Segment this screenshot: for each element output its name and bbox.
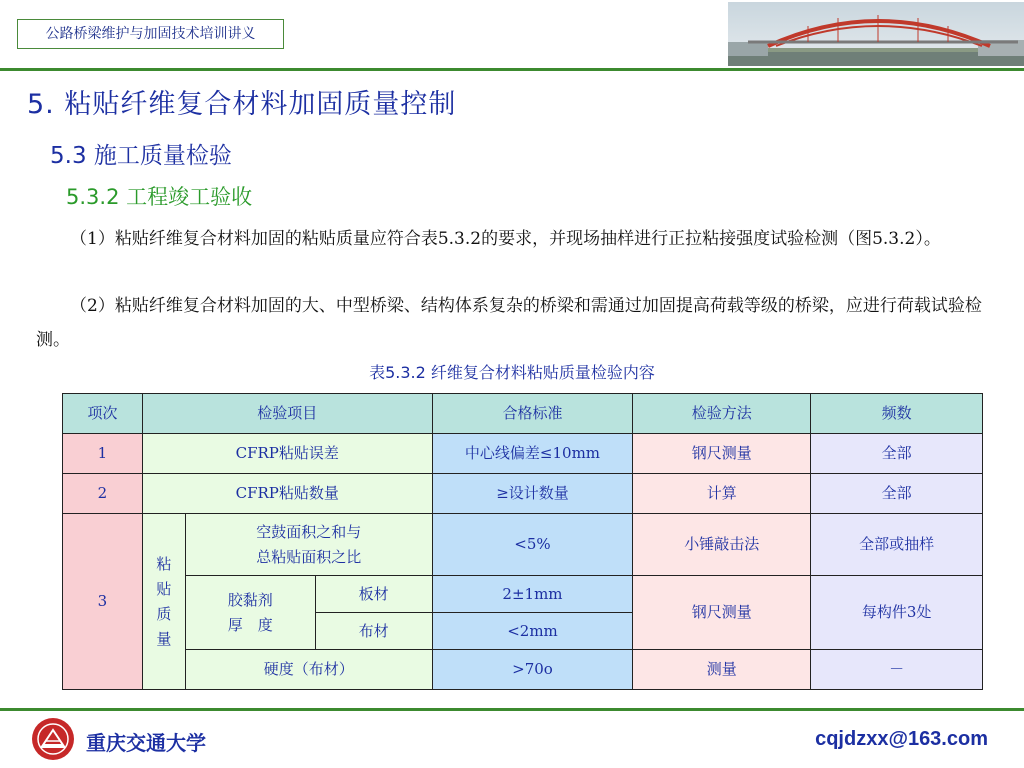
group-label-char: 质 (156, 604, 172, 623)
table-row (63, 514, 983, 576)
table-cell: － (811, 650, 983, 690)
table-cell: 每构件3处 (811, 576, 983, 650)
table-cell: 计算 (633, 474, 811, 514)
quality-inspection-table (62, 393, 983, 690)
bridge-photo (728, 2, 1024, 66)
university-logo-icon (31, 717, 75, 761)
table-cell: 硬度（布材） (185, 650, 432, 690)
section-heading: 5. 粘贴纤维复合材料加固质量控制 (27, 89, 457, 120)
table-cell: CFRP粘贴数量 (142, 474, 432, 514)
table-cell: 2 (63, 474, 143, 514)
group-label-char: 量 (156, 629, 172, 648)
group-label-cell (142, 514, 185, 690)
paragraph-2: （2）粘贴纤维复合材料加固的大、中型桥梁、结构体系复杂的桥梁和需通过加固提高荷载等级的桥梁，应进行荷载试验检测。 (36, 296, 982, 350)
table-cell (185, 576, 315, 650)
table-cell: 小锤敲击法 (633, 514, 811, 576)
header-cell: 频数 (811, 394, 983, 434)
table-cell: ≥设计数量 (432, 474, 633, 514)
table-header-row (63, 394, 983, 434)
cell-line: 总粘贴面积之比 (256, 547, 362, 566)
table-cell: >70o (432, 650, 633, 690)
table-caption: 表5.3.2 纤维复合材料粘贴质量检验内容 (369, 363, 655, 382)
table-row (63, 474, 983, 514)
table-row (63, 650, 983, 690)
footer-divider (0, 708, 1024, 711)
header-cell: 检验项目 (142, 394, 432, 434)
cell-line: 空鼓面积之和与 (256, 522, 362, 541)
table-cell: 全部或抽样 (811, 514, 983, 576)
table-cell: 全部 (811, 434, 983, 474)
header-cell: 检验方法 (633, 394, 811, 434)
table-cell: 布材 (315, 613, 432, 650)
table-cell: <5% (432, 514, 633, 576)
table-cell: 2±1mm (432, 576, 633, 613)
table-row (63, 576, 983, 613)
contact-email: cqjdzxx@163.com (815, 728, 988, 750)
subsubsection-heading: 5.3.2 工程竣工验收 (66, 185, 253, 209)
header-divider (0, 68, 1024, 71)
table-cell: 测量 (633, 650, 811, 690)
group-label-char: 粘 (156, 554, 172, 573)
university-name: 重庆交通大学 (86, 731, 206, 755)
table-cell: 钢尺测量 (633, 576, 811, 650)
table-cell: 3 (63, 514, 143, 690)
table-cell: <2mm (432, 613, 633, 650)
cell-line: 胶黏剂 (227, 590, 273, 609)
table-cell: 中心线偏差≤10mm (432, 434, 633, 474)
course-title-box (17, 19, 284, 49)
table-cell: CFRP粘贴误差 (142, 434, 432, 474)
paragraph-1: （1）粘贴纤维复合材料加固的粘贴质量应符合表5.3.2的要求，并现场抽样进行正拉粘接强度试验检测（图5.3.2）。 (70, 229, 941, 249)
table-row (63, 434, 983, 474)
header-cell: 合格标准 (432, 394, 633, 434)
table-cell: 板材 (315, 576, 432, 613)
group-label-char: 贴 (156, 579, 172, 598)
table-cell (185, 514, 432, 576)
cell-line: 厚 度 (227, 615, 273, 634)
subsection-heading: 5.3 施工质量检验 (50, 143, 232, 169)
course-title: 公路桥梁维护与加固技术培训讲义 (45, 26, 256, 42)
header-cell: 项次 (63, 394, 143, 434)
table-cell: 钢尺测量 (633, 434, 811, 474)
table-cell: 1 (63, 434, 143, 474)
table-cell: 全部 (811, 474, 983, 514)
